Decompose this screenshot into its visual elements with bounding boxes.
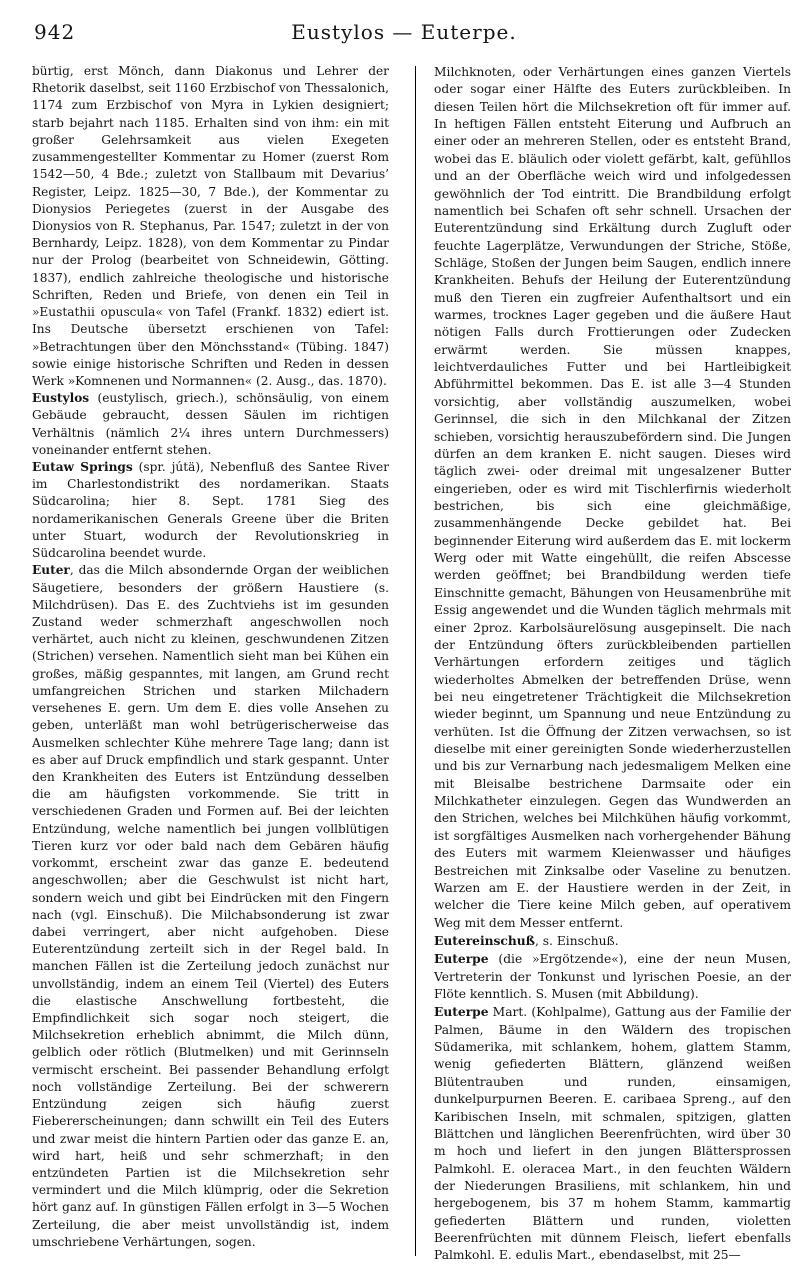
- entry-headword: Eutereinschuß: [434, 932, 535, 948]
- entry-euterpe-muse: [434, 950, 791, 1003]
- entry-headword: Euter: [32, 563, 70, 578]
- page-header: [34, 18, 774, 52]
- left-column: [32, 63, 389, 1267]
- entry-headword: Euterpe: [434, 1004, 489, 1020]
- page-number: 942: [34, 20, 76, 44]
- entry-continuation: [434, 63, 791, 932]
- entry-euterpe-palm: [434, 1003, 791, 1264]
- entry-text: , s. Einschuß.: [534, 933, 619, 948]
- entry-continuation: [32, 63, 389, 390]
- entry-text: bürtig, erst Mönch, dann Diakonus und Lehrer der Rhetorik daselbst, seit 1160 Erzbischof von Thessalonich, 1174 zum Erzbischof von Myra in Lykien designiert; starb bejahrt nach 1185. Erhalten sind von ihm: ein mit großer Gelehrsamkeit aus vielen Exegeten zusammengestellter Kommentar zu Homer (zuerst Rom 1542—50, 4 Bde.; zuletzt von Stallbaum mit Devarius’ Register, Leipz. 1825—30, 7 Bde.), der Kommentar zu Dionysios Periegetes (zuerst in der Ausgabe des Dionysios von R. Stephanus, Par. 1547; zuletzt in der von Bernhardy, Leipz. 1828), von dem Kommentar zu Pindar nur der Prolog (bearbeitet von Schneidewin, Götting. 1837), endlich zahlreiche theologische und historische Schriften, Reden und Briefe, von denen ein Teil in »Eustathii opuscula« von Tafel (Frankf. 1832) ediert ist. Ins Deutsche übersetzt erschienen von Tafel: »Betrachtungen über den Mönchsstand« (Tübing. 1847) sowie einige historische Schriften und Reden in dessen Werk »Komnenen und Normannen« (2. Ausg., das. 1870).: [32, 64, 389, 388]
- entry-text: (spr. jútä), Nebenfluß des Santee River im Charlestondistrikt des nordamerikan. Staats Südcarolina; hier 8. Sept. 1781 Sieg des nordamerikanischen Generals Greene über die Briten unter Stuart, wodurch der Revolutionskrieg in Südcarolina beendet wurde.: [32, 460, 389, 561]
- entry-text: Milchknoten, oder Verhärtungen eines ganzen Viertels oder sogar einer Hälfte des Euters zurückbleiben. In diesen Teilen hört die Milchsekretion oft für immer auf. In heftigen Fällen entsteht Eiterung und Aufbruch an einer oder an mehreren Stellen, oder es entsteht Brand, wobei das E. bläulich oder violett gefärbt, kalt, gefühllos und an der Oberfläche weich wird und infolgedessen gewöhnlich der Tod eintritt. Die Brandbildung erfolgt namentlich bei Schafen oft sehr schnell. Ursachen der Euterentzündung sind Erkältung durch Zugluft oder feuchte Lagerplätze, Verwundungen der Striche, Stöße, Schläge, Stoßen der Jungen beim Saugen, endlich innere Krankheiten. Behufs der Heilung der Euterentzündung muß den Tieren ein zugfreier Aufenthaltsort und ein warmes, trocknes Lager gegeben und die äußere Haut nötigen Falls durch Frottierungen oder Zudecken erwärmt werden. Sie müssen knappes, leichtverdauliches Futter und bei Hartleibigkeit Abführmittel bekommen. Das E. ist alle 3—4 Stunden vorsichtig, aber vollständig auszumelken, wobei Gerinnsel, die sich in den Milchkanal der Zitzen schieben, vorsichtig herauszubefördern sind. Die Jungen dürfen an dem kranken E. nicht saugen. Dieses wird täglich zwei- oder dreimal mit ungesalzener Butter eingerieben, oder es wird mit Tischlerfirnis wiederholt bestrichen, bis sich eine gleichmäßige, zusammenhängende Decke gebildet hat. Bei beginnender Eiterung wird außerdem das E. mit lockerm Werg oder mit Watte eingehüllt, die reifen Abscesse werden geöffnet; bei Brandbildung werden tiefe Einschnitte gemacht, Bähungen von Heusamenbrühe mit Essig angewendet und die Wunden täglich mehrmals mit einer 2proz. Karbolsäurelösung ausgepinselt. Die nach der Entzündung öfters zurückbleibenden partiellen Verhärtungen erfordern zeitiges und täglich wiederholtes Abmelken der betreffenden Drüse, wenn bei neu eingetretener Trächtigkeit die Milchsekretion wieder beginnt, um Spannung und neue Entzündung zu verhüten. Ist die Öffnung der Zitzen verwachsen, so ist dieselbe mit einer gereinigten Sonde wiederherzustellen und bis zur Vernarbung nach jedesmaligem Melken eine mit Bleisalbe bestrichene Darmsaite oder ein Milchkatheter einzulegen. Gegen das Wundwerden an den Strichen, welches bei Milchkühen häufig vorkommt, ist sorgfältiges Ausmelken nach vorhergehender Bähung des Euters mit warmem Kleienwasser und häufiges Bestreichen mit Zinksalbe oder Vaseline zu benutzen. Warzen am E. der Haustiere werden in der Zeit, in welcher die Tiere keine Milch geben, auf operativem Weg mit dem Messer entfernt.: [434, 65, 791, 930]
- entry-eustylos: [32, 390, 389, 459]
- running-head: Eustylos — Euterpe.: [291, 20, 517, 44]
- entry-eutereinschuss: [434, 932, 791, 950]
- entry-euter: [32, 562, 389, 1251]
- column-rule: [415, 66, 416, 1256]
- entry-headword: Eustylos: [32, 391, 90, 406]
- entry-headword: Euterpe: [434, 951, 489, 967]
- entry-text: (die »Ergötzende«), eine der neun Musen, Vertreterin der Tonkunst und lyrischen Poesie, an der Flöte kenntlich. S. Musen (mit Abbildung).: [434, 952, 791, 1002]
- entry-headword: Eutaw Springs: [32, 460, 133, 475]
- entry-text: Mart. (Kohlpalme), Gattung aus der Familie der Palmen, Bäume in den Wäldern des tropischen Südamerika, mit schlankem, hohem, glattem Stamm, wenig gefiederten Blättern, glänzend weißen Blütentrauben und runden, einsamigen, dunkelpurpurnen Beeren. E. caribaea Spreng., auf den Karibischen Inseln, mit schmalen, spitzigen, glatten Blättchen und länglichen Beerenfrüchten, wird über 30 m hoch und liefert in den jungen Blättersprossen Palmkohl. E. oleracea Mart., in den feuchten Wäldern der Niederungen Brasiliens, mit schlankem, hin und hergebogenem, bis 37 m hohem Stamm, kammartig gefiederten Blättern und runden, violetten Beerenfrüchten mit dünnem Fleisch, liefert ebenfalls Palmkohl. E. edulis Mart., ebendaselbst, mit 25—: [434, 1005, 791, 1263]
- right-column: [434, 63, 791, 1267]
- entry-text: (eustylisch, griech.), schönsäulig, von einem Gebäude gebraucht, dessen Säulen im richtigen Verhältnis (nämlich 2¼ ihres untern Durchmessers) voneinander entfernt stehen.: [32, 391, 389, 457]
- entry-eutaw-springs: [32, 459, 389, 562]
- entry-text: , das die Milch absondernde Organ der weiblichen Säugetiere, besonders der größern Haustiere (s. Milchdrüsen). Das E. des Zuchtviehs ist im gesunden Zustand weder schmerzhaft angeschwollen noch verhärtet, auch nicht zu kleinen, geschwundenen Zitzen (Strichen) versehen. Namentlich sieht man bei Kühen ein großes, mäßig gespanntes, mit langen, am Grund recht umfangreichen Strichen und starken Milchadern versehenes E. gern. Um dem E. dies volle Ansehen zu geben, unterläßt man wohl betrügerischerweise das Ausmelken schlechter Kühe mehrere Tage lang; dann ist es aber auf Druck empfindlich und stark gespannt. Unter den Krankheiten des Euters ist Entzündung desselben die am häufigsten vorkommende. Sie tritt in verschiedenen Graden und Formen auf. Bei der leichten Entzündung, welche namentlich bei jungen vollblütigen Tieren kurz vor oder bald nach dem Gebären häufig vorkommt, erscheint zwar das ganze E. bedeutend angeschwollen; aber die Geschwulst ist nicht hart, sondern weich und gibt bei Eindrücken mit den Fingern nach (vgl. Einschuß). Die Milchabsonderung ist zwar dabei verringert, aber nicht aufgehoben. Diese Euterentzündung zerteilt sich in der Regel bald. In manchen Fällen ist die Zerteilung jedoch zunächst nur unvollständig, indem an einem Teil (Viertel) des Euters die elastische Anschwellung fortbesteht, die Empfindlichkeit sich sogar noch steigert, die Milchsekretion erheblich abnimmt, die Milch dünn, gelblich oder rötlich (Blutmelken) und mit Gerinnseln vermischt erscheint. Bei passender Behandlung erfolgt noch vollständige Zerteilung. Bei der schwerern Entzündung zeigen sich häufig zuerst Fiebererscheinungen; dann schwillt ein Teil des Euters und zwar meist die hintern Partien oder das ganze E. an, wird hart, heiß und sehr schmerzhaft; in den entzündeten Partien ist die Milchsekretion sehr vermindert und die Milch klümprig, oder die Sekretion hört ganz auf. In günstigen Fällen erfolgt in 3—5 Wochen Zerteilung, die aber meist unvollständig ist, indem umschriebene Verhärtungen, sogen.: [32, 563, 389, 1249]
